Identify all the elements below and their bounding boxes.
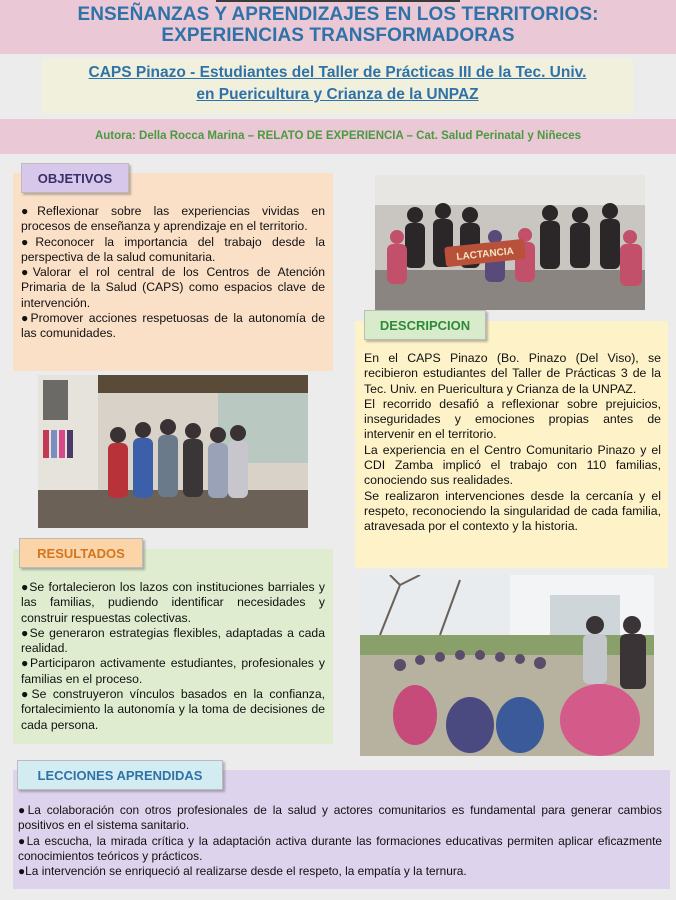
descripcion-paragraph: El recorrido desafió a reflexionar sobre prejuicios, inseguridades y emociones propias antes de intervenir en el territorio. [364,396,661,442]
descripcion-heading: DESCRIPCION [364,310,486,340]
resultado-item: ●Se construyeron vínculos basados en la confianza, fortalecimiento la autonomía y la toma de decisiones de cada persona. [21,687,325,732]
group-photo-banner [375,175,645,310]
author-band [0,119,676,154]
banner-text: LACTANCIA [455,246,515,263]
subtitle-line1: CAPS Pinazo - Estudiantes del Taller de Prácticas III de la Tec. Univ. [88,64,587,81]
objetivo-item: ●Valorar el rol central de los Centros de Atención Primaria de la Salud (CAPS) como espacios clave de intervención. [21,265,325,310]
resultado-item: ●Participaron activamente estudiantes, profesionales y familias en el proceso. [21,656,325,686]
leccion-item: ●La colaboración con otros profesionales de la salud y actores comunitarios es fundamental para generar cambios positivos en el sistema sanitario. [18,803,662,833]
objetivo-item: ●Reconocer la importancia del trabajo desde la perspectiva de la salud comunitaria. [21,234,325,264]
lecciones-list [18,803,662,879]
descripcion-paragraph: En el CAPS Pinazo (Bo. Pinazo (Del Viso), se recibieron estudiantes del Taller de Prácticas 3 de la Tec. Univ. en Puericultura y Crianza de la UNPAZ. [364,351,661,396]
objetivos-list [21,204,325,342]
resultado-item: ●Se generaron estrategias flexibles, adaptadas a cada realidad. [21,625,325,656]
objetivos-heading: OBJETIVOS [21,163,129,193]
lecciones-heading: LECCIONES APRENDIDAS [17,760,223,790]
objetivo-item: ●Reflexionar sobre las experiencias vividas en procesos de enseñanza y aprendizaje en el territorio. [21,204,325,234]
children-circle-photo [360,575,654,756]
objetivo-item: ●Promover acciones respetuosas de la autonomía de las comunidades. [21,311,325,341]
leccion-item: ●La escucha, la mirada crítica y la adaptación activa durante las formaciones educativas permiten aplicar eficazmente conocimientos teóricos y prácticos. [18,833,662,863]
subtitle-line2: en Puericultura y Crianza de la UNPAZ [196,86,479,103]
descripcion-text [364,351,661,535]
descripcion-paragraph: La experiencia en el Centro Comunitario Pinazo y el CDI Zamba implicó el trabajo con 110 familias, conociendo sus realidades. [364,442,661,488]
descripcion-paragraph: Se realizaron intervenciones desde la cercanía y el respeto, reconociendo la singularidad de cada familia, atravesada por el contexto y la historia. [364,488,661,534]
author-line: Autora: Della Rocca Marina – RELATO DE EXPERIENCIA – Cat. Salud Perinatal y Niñeces [94,130,582,142]
group-photo-outdoors [38,375,308,528]
title-top-rule [216,0,460,2]
leccion-item: ●La intervención se enriqueció al realizarse desde el respeto, la empatía y la ternura. [18,864,467,879]
title-band [0,0,676,54]
poster-title-line2: EXPERIENCIAS TRANSFORMADORAS [161,25,515,46]
poster-title-line1: ENSEÑANZAS Y APRENDIZAJES EN LOS TERRITORIOS: [77,4,599,25]
resultados-list [21,580,325,733]
resultados-heading: RESULTADOS [19,538,143,568]
subtitle-box [42,58,633,114]
resultado-item: ●Se fortalecieron los lazos con instituciones barriales y las familias, pudiendo identificar necesidades y construir respuestas colectivas. [21,580,325,625]
